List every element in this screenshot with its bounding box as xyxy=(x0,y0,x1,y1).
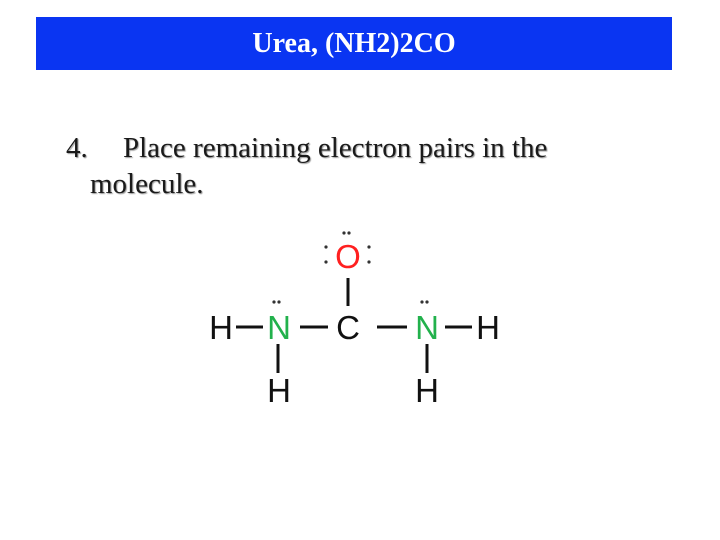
atom-nitrogen-right: N xyxy=(415,309,439,346)
atom-carbon: C xyxy=(336,309,360,346)
step-number: 4. xyxy=(66,132,88,164)
lone-pair-dot xyxy=(425,300,428,303)
atom-hydrogen-left: H xyxy=(209,309,233,346)
slide-title: Urea, (NH2)2CO xyxy=(252,27,456,59)
atom-hydrogen-bottom-right: H xyxy=(415,372,439,409)
step-text-line2: molecule. xyxy=(90,168,204,200)
lone-pair-dot xyxy=(420,300,423,303)
step-text-line1: Place remaining electron pairs in the xyxy=(123,132,548,164)
atom-hydrogen-right: H xyxy=(476,309,500,346)
atom-hydrogen-bottom-left: H xyxy=(267,372,291,409)
lone-pair-dot xyxy=(367,245,370,248)
atom-oxygen: O xyxy=(335,238,361,275)
lone-pair-dot xyxy=(324,245,327,248)
lone-pair-dot xyxy=(347,231,350,234)
lone-pair-dot xyxy=(277,300,280,303)
atom-nitrogen-left: N xyxy=(267,309,291,346)
lone-pair-dot xyxy=(324,260,327,263)
lone-pair-dot xyxy=(367,260,370,263)
lone-pair-dot xyxy=(342,231,345,234)
lone-pair-dot xyxy=(272,300,275,303)
